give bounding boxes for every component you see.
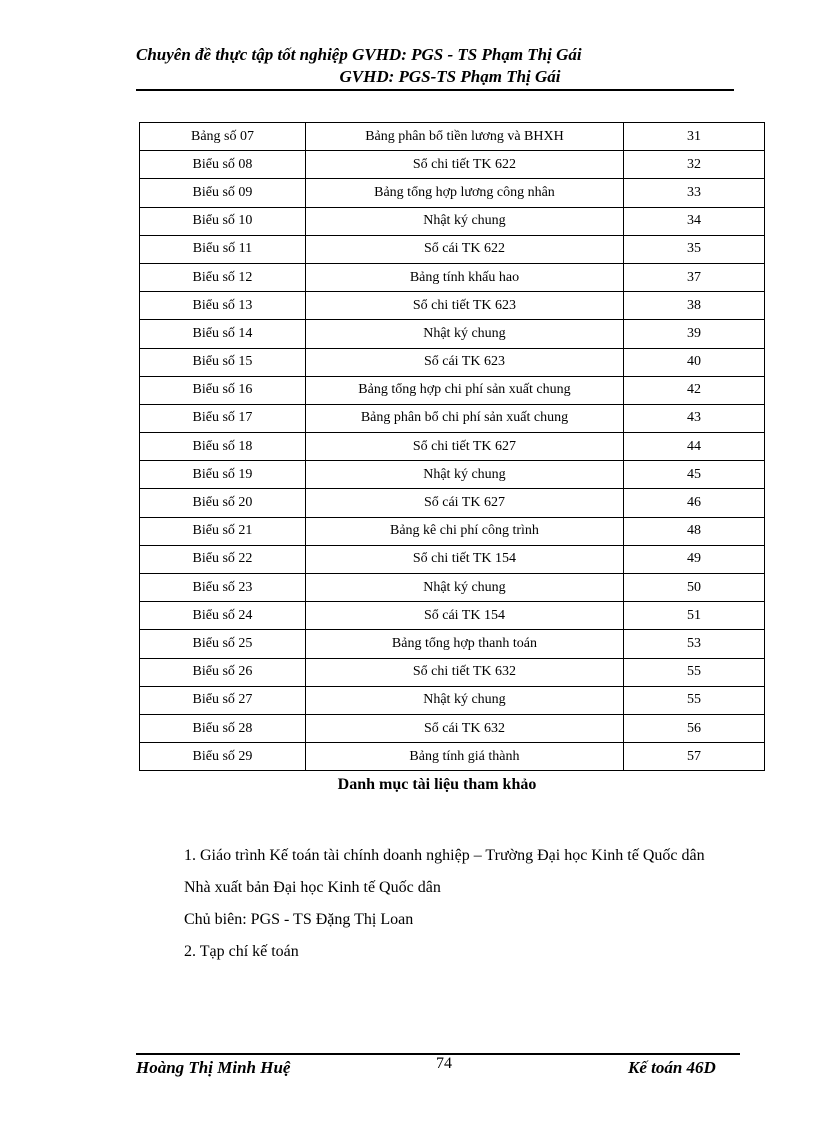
row-title: Sổ chi tiết TK 623 [305, 292, 623, 320]
row-page: 57 [623, 743, 764, 771]
row-title: Sổ chi tiết TK 627 [305, 433, 623, 461]
row-label: Biểu số 15 [140, 348, 306, 376]
row-page: 49 [623, 545, 764, 573]
header-title: Chuyên đề thực tập tốt nghiệp GVHD: PGS - TS Phạm Thị Gái [136, 45, 582, 64]
row-title: Sổ cái TK 623 [305, 348, 623, 376]
row-page: 33 [623, 179, 764, 207]
table-row [140, 743, 765, 771]
row-label: Biểu số 19 [140, 461, 306, 489]
row-label: Biểu số 12 [140, 263, 306, 291]
row-page: 38 [623, 292, 764, 320]
row-label: Biểu số 11 [140, 235, 306, 263]
reference-item-1: 1. Giáo trình Kế toán tài chính doanh nghiệp – Trường Đại học Kinh tế Quốc dân [184, 847, 705, 864]
row-page: 55 [623, 686, 764, 714]
row-label: Biểu số 25 [140, 630, 306, 658]
row-page: 55 [623, 658, 764, 686]
table-row [140, 714, 765, 742]
row-page: 51 [623, 602, 764, 630]
row-page: 35 [623, 235, 764, 263]
row-page: 44 [623, 433, 764, 461]
page-header [136, 44, 734, 91]
row-label: Biểu số 21 [140, 517, 306, 545]
table-row [140, 348, 765, 376]
page-number: 74 [436, 1055, 452, 1072]
table-row [140, 292, 765, 320]
figures-table [139, 122, 765, 771]
footer-author: Hoàng Thị Minh Huệ [136, 1058, 291, 1077]
row-page: 34 [623, 207, 764, 235]
row-title: Bảng phân bổ chi phí sản xuất chung [305, 404, 623, 432]
row-page: 45 [623, 461, 764, 489]
row-page: 56 [623, 714, 764, 742]
row-label: Bảng số 07 [140, 123, 306, 151]
row-title: Sổ cái TK 632 [305, 714, 623, 742]
row-label: Biểu số 14 [140, 320, 306, 348]
row-title: Nhật ký chung [305, 320, 623, 348]
table-row [140, 123, 765, 151]
row-label: Biểu số 13 [140, 292, 306, 320]
table-row [140, 461, 765, 489]
table-row [140, 686, 765, 714]
row-title: Bảng tính khấu hao [305, 263, 623, 291]
row-label: Biểu số 23 [140, 574, 306, 602]
row-label: Biểu số 29 [140, 743, 306, 771]
row-label: Biểu số 24 [140, 602, 306, 630]
row-label: Biểu số 22 [140, 545, 306, 573]
table-row [140, 602, 765, 630]
row-page: 43 [623, 404, 764, 432]
row-title: Bảng tổng hợp thanh toán [305, 630, 623, 658]
row-page: 42 [623, 376, 764, 404]
row-page: 40 [623, 348, 764, 376]
table-row [140, 517, 765, 545]
row-page: 50 [623, 574, 764, 602]
row-title: Nhật ký chung [305, 686, 623, 714]
row-title: Nhật ký chung [305, 207, 623, 235]
table-row [140, 658, 765, 686]
references-title: Danh mục tài liệu tham khảo [337, 776, 537, 793]
table-row [140, 545, 765, 573]
row-title: Nhật ký chung [305, 461, 623, 489]
row-title: Nhật ký chung [305, 574, 623, 602]
row-page: 48 [623, 517, 764, 545]
row-label: Biểu số 20 [140, 489, 306, 517]
reference-publisher: Nhà xuất bản Đại học Kinh tế Quốc dân [184, 879, 441, 896]
row-title: Sổ chi tiết TK 632 [305, 658, 623, 686]
row-page: 32 [623, 151, 764, 179]
table-row [140, 179, 765, 207]
row-label: Biểu số 27 [140, 686, 306, 714]
row-label: Biểu số 28 [140, 714, 306, 742]
row-title: Bảng tổng hợp lương công nhân [305, 179, 623, 207]
references-list [136, 840, 740, 968]
row-title: Bảng tính giá thành [305, 743, 623, 771]
row-label: Biểu số 16 [140, 376, 306, 404]
table-row [140, 404, 765, 432]
row-title: Sổ cái TK 627 [305, 489, 623, 517]
table-row [140, 263, 765, 291]
table-row [140, 320, 765, 348]
row-label: Biểu số 18 [140, 433, 306, 461]
table-row [140, 433, 765, 461]
table-row [140, 207, 765, 235]
row-page: 53 [623, 630, 764, 658]
table-row [140, 376, 765, 404]
row-label: Biểu số 10 [140, 207, 306, 235]
row-title: Bảng tổng hợp chi phí sản xuất chung [305, 376, 623, 404]
row-label: Biểu số 09 [140, 179, 306, 207]
header-supervisor: GVHD: PGS-TS Phạm Thị Gái [339, 67, 561, 86]
header-divider [136, 89, 734, 91]
table-row [140, 574, 765, 602]
table-row [140, 151, 765, 179]
row-page: 39 [623, 320, 764, 348]
reference-editor: Chủ biên: PGS - TS Đặng Thị Loan [184, 911, 414, 928]
table-row [140, 235, 765, 263]
row-page: 31 [623, 123, 764, 151]
footer-class: Kế toán 46D [628, 1058, 716, 1077]
row-page: 37 [623, 263, 764, 291]
row-title: Sổ chi tiết TK 622 [305, 151, 623, 179]
row-label: Biểu số 17 [140, 404, 306, 432]
table-row [140, 489, 765, 517]
row-title: Sổ cái TK 622 [305, 235, 623, 263]
figures-table-body [140, 123, 765, 771]
row-label: Biểu số 08 [140, 151, 306, 179]
reference-item-2: 2. Tạp chí kế toán [184, 943, 299, 960]
row-page: 46 [623, 489, 764, 517]
row-title: Sổ cái TK 154 [305, 602, 623, 630]
row-title: Bảng phân bổ tiền lương và BHXH [305, 123, 623, 151]
row-title: Bảng kê chi phí công trình [305, 517, 623, 545]
table-row [140, 630, 765, 658]
row-label: Biểu số 26 [140, 658, 306, 686]
row-title: Sổ chi tiết TK 154 [305, 545, 623, 573]
